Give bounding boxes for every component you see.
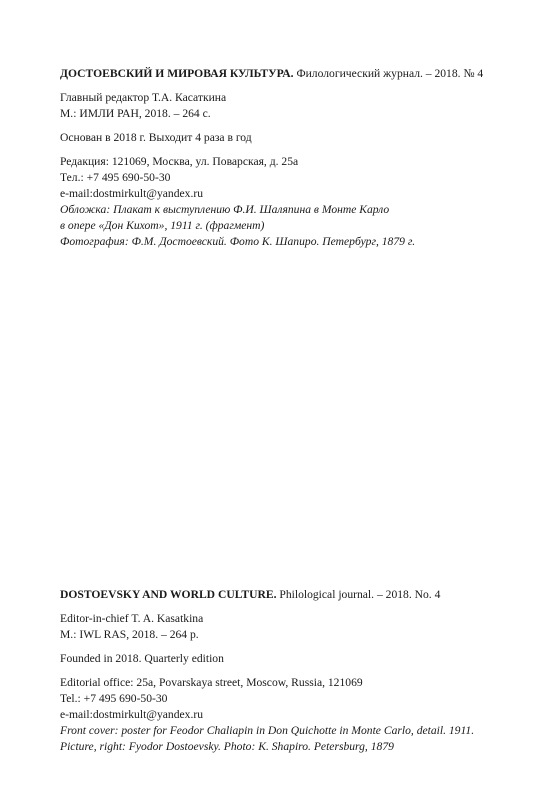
contacts-ru [60,154,500,250]
publisher-ru: М.: ИМЛИ РАН, 2018. – 264 с. [60,107,211,120]
imprint-english [60,587,500,763]
imprint-russian [60,66,500,258]
email-en: e-mail:dostmirkult@yandex.ru [60,708,204,721]
founded-text-ru: Основан в 2018 г. Выходит 4 раза в год [60,131,252,144]
cover-note-ru-line1: Обложка: Плакат к выступлению Ф.И. Шаляпина в Монте Карло [60,203,390,216]
journal-title-ru [60,66,500,82]
phone-ru: Тел.: +7 495 690-50-30 [60,171,171,184]
editor-publisher-en [60,611,500,643]
founded-ru [60,130,500,146]
contacts-en [60,675,500,755]
phone-en: Tel.: +7 495 690-50-30 [60,692,168,705]
editor-publisher-ru [60,90,500,122]
photo-note-en: Picture, right: Fyodor Dostoevsky. Photo: K. Shapiro. Petersburg, 1879 [60,740,394,753]
email-ru: e-mail:dostmirkult@yandex.ru [60,187,204,200]
journal-subtitle-ru: Филологический журнал. – 2018. № 4 [293,67,484,80]
editor-in-chief-en: Editor-in-chief T. A. Kasatkina [60,612,204,625]
journal-title-en [60,587,500,603]
journal-name-en: DOSTOEVSKY AND WORLD CULTURE. [60,588,277,601]
journal-subtitle-en: Philological journal. – 2018. No. 4 [276,588,441,601]
address-en: Editorial office: 25a, Povarskaya street, Moscow, Russia, 121069 [60,676,363,689]
cover-note-ru-line2: в опере «Дон Кихот», 1911 г. (фрагмент) [60,219,265,232]
address-ru: Редакция: 121069, Москва, ул. Поварская, д. 25а [60,155,299,168]
journal-name-ru: ДОСТОЕВСКИЙ И МИРОВАЯ КУЛЬТУРА. [60,67,294,80]
founded-en [60,651,500,667]
editor-in-chief-ru: Главный редактор Т.А. Касаткина [60,91,227,104]
founded-text-en: Founded in 2018. Quarterly edition [60,652,224,665]
cover-note-en: Front cover: poster for Feodor Chaliapin in Don Quichotte in Monte Carlo, detail. 1911. [60,724,475,737]
publisher-en: M.: IWL RAS, 2018. – 264 p. [60,628,199,641]
photo-note-ru: Фотография: Ф.М. Достоевский. Фото К. Шапиро. Петербург, 1879 г. [60,235,416,248]
